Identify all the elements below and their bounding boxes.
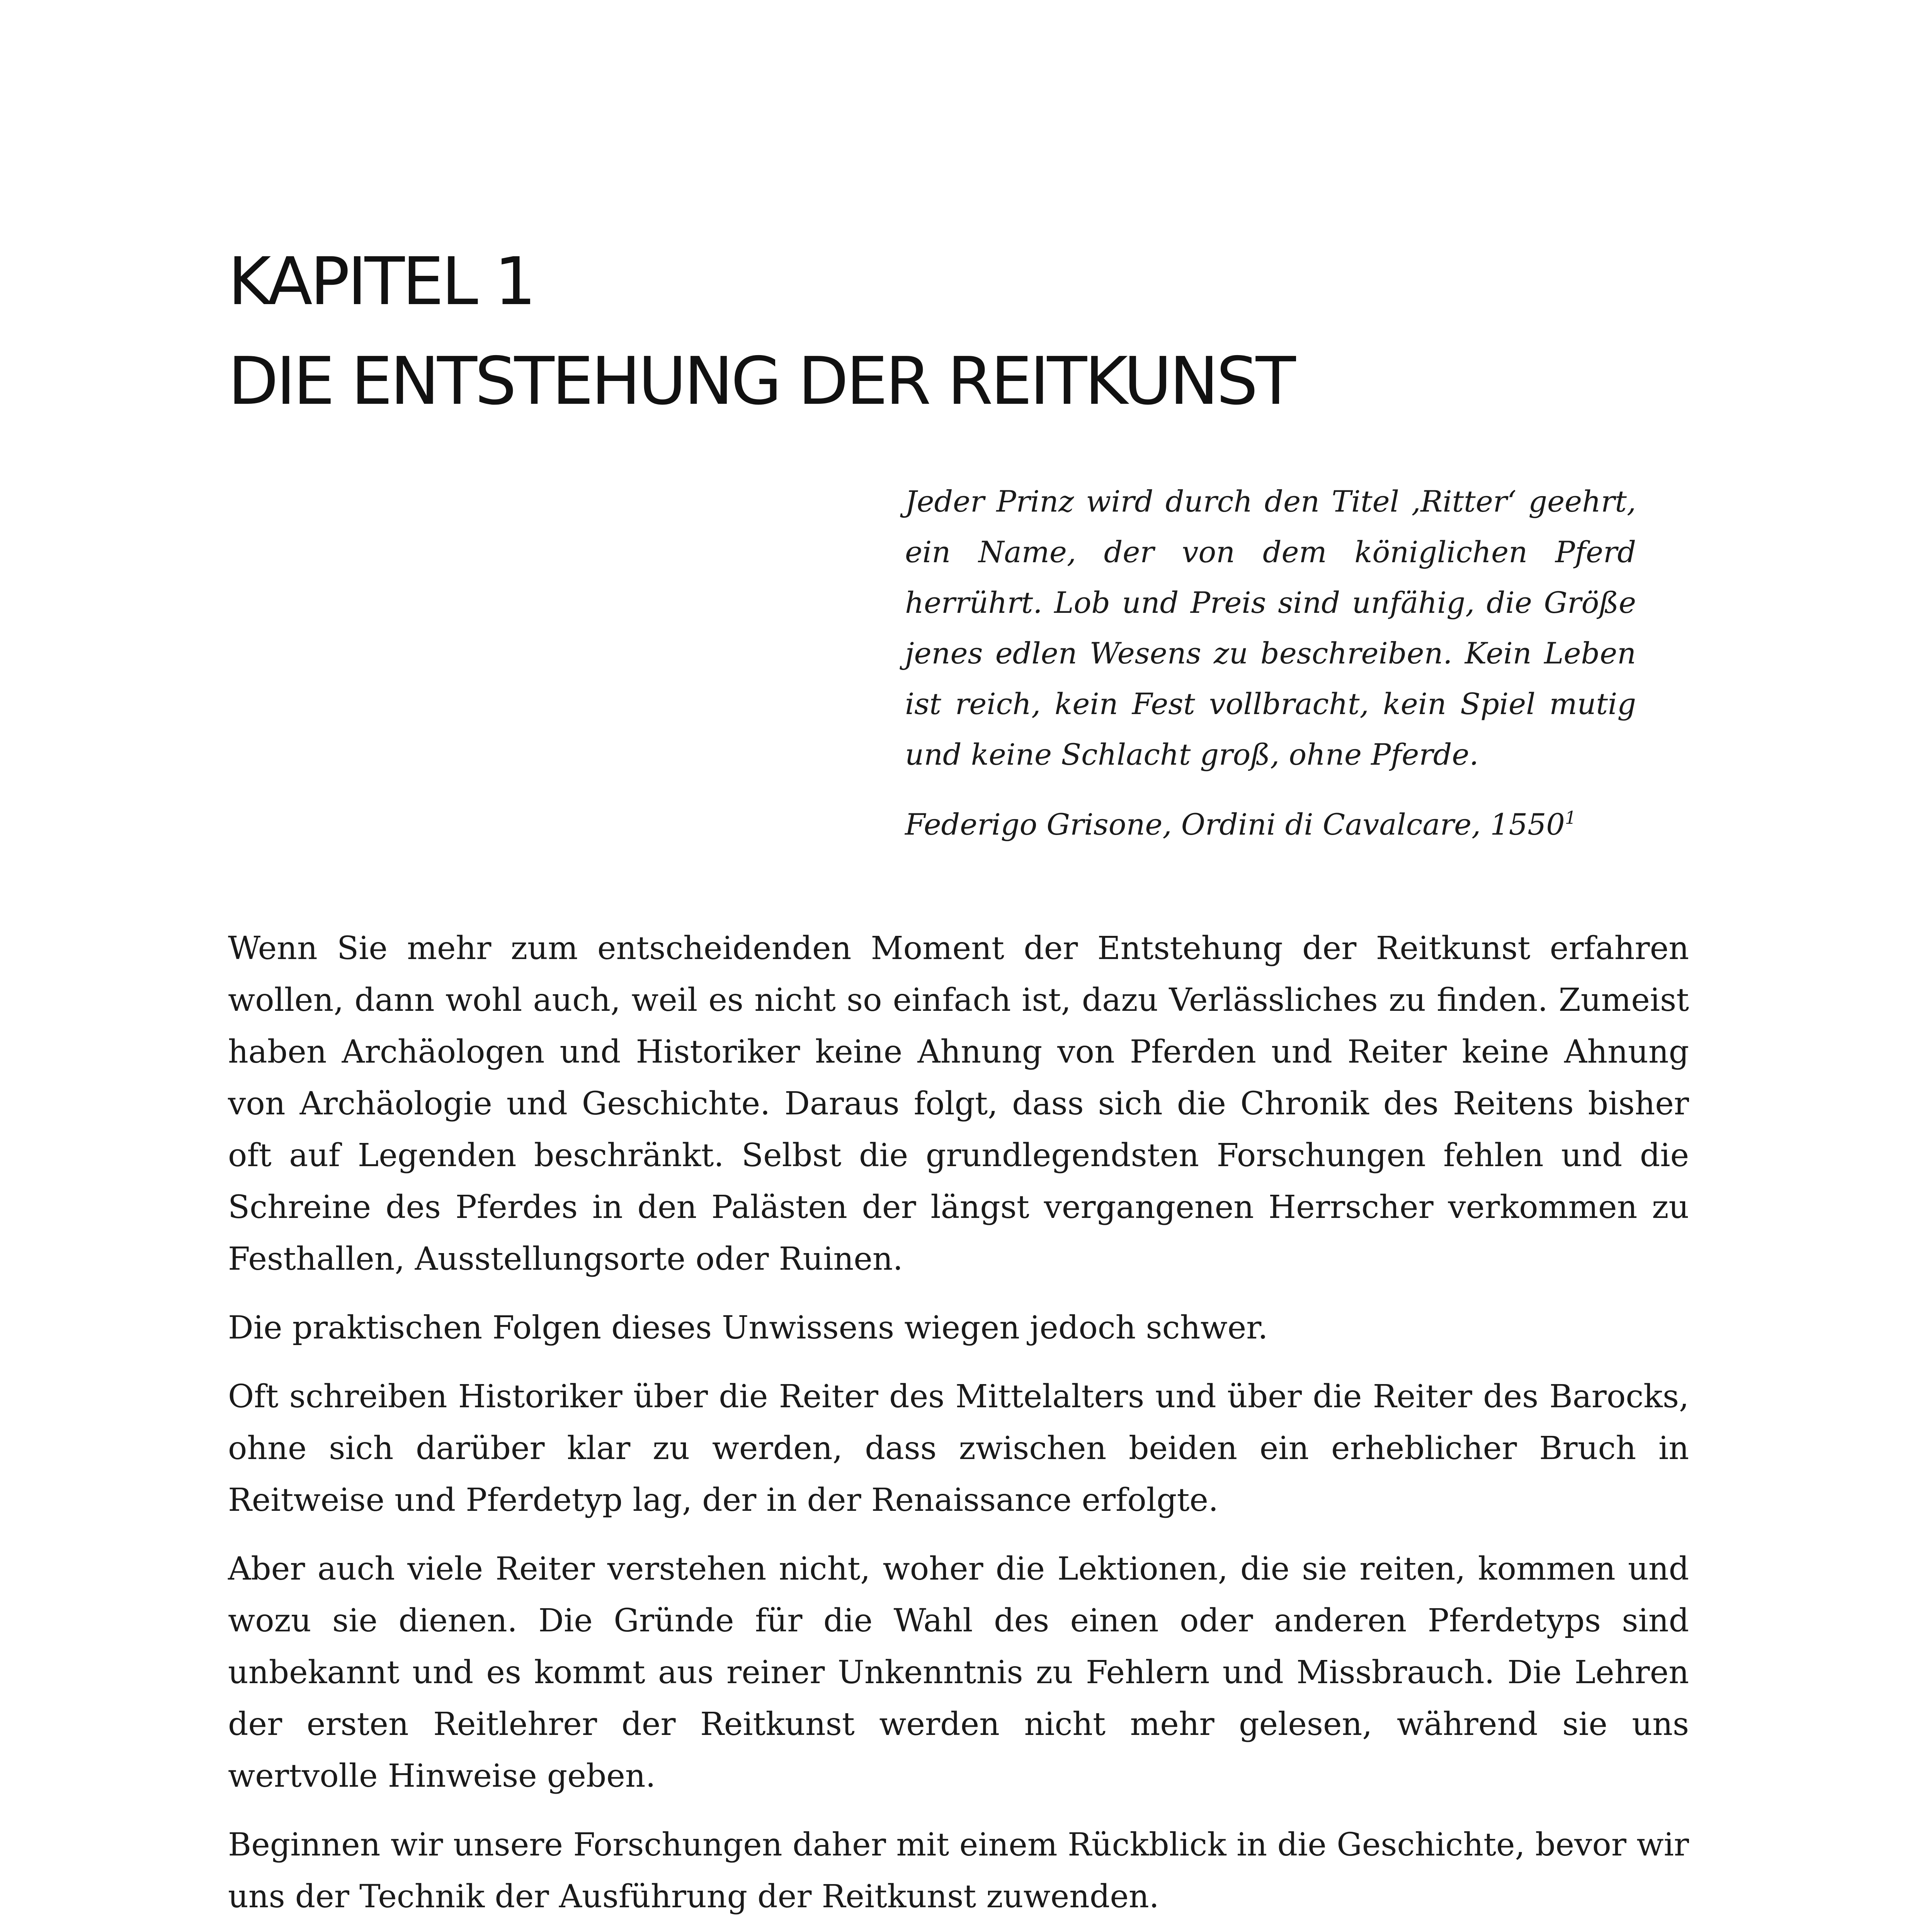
epigraph [905,476,1636,850]
paragraph-3: Oft schreiben Historiker über die Reiter des Mittelalters und über die Reiter des Barocks, ohne sich darüber klar zu werden, dass zwischen beiden ein erheblicher Bruch in Reitweise und Pferdetyp lag, der in der Renaissance erfolgte. [228,1378,1689,1519]
paragraph-1: Wenn Sie mehr zum entscheidenden Moment der Entstehung der Reitkunst erfahren wollen, dann wohl auch, weil es nicht so einfach ist, dazu Verlässliches zu finden. Zumeist haben Archäologen und Historiker keine Ahnung von Pferden und Reiter keine Ahnung von Archäologie und Geschichte. Daraus folgt, dass sich die Chronik des Reitens bisher oft auf Legenden beschränkt. Selbst die grundlegendsten Forschungen fehlen und die Schreine des Pferdes in den Palästen der längst vergangenen Herrscher verkommen zu Festhallen, Ausstellungsorte oder Ruinen. [228,930,1689,1277]
chapter-title: DIE ENTSTEHUNG DER REITKUNST [228,343,1294,420]
footnote-marker: 1 [1565,807,1577,828]
epigraph-quote: Jeder Prinz wird durch den Titel ‚Ritter‘ geehrt, ein Name, der von dem königlichen Pferd herrührt. Lob und Preis sind unfähig, die Größe jenes edlen Wesens zu beschreiben. Kein Leben ist reich, kein Fest vollbracht, kein Spiel mutig und keine Schlacht groß, ohne Pferde. [905,484,1636,772]
epigraph-source-text: Federigo Grisone, Ordini di Cavalcare, 1550 [905,807,1565,842]
chapter-heading [228,232,1696,431]
body-text [228,923,1689,1932]
epigraph-source [905,799,1636,850]
chapter-number: KAPITEL 1 [228,243,534,320]
paragraph-4: Aber auch viele Reiter verstehen nicht, woher die Lektionen, die sie reiten, kommen und wozu sie dienen. Die Gründe für die Wahl des einen oder anderen Pferdetyps sind unbekannt und es kommt aus reiner Unkenntnis zu Fehlern und Missbrauch. Die Lehren der ersten Reitlehrer der Reitkunst werden nicht mehr gelesen, während sie uns wertvolle Hinweise geben. [228,1551,1689,1794]
paragraph-5: Beginnen wir unsere Forschungen daher mit einem Rückblick in die Geschichte, bevor wir uns der Technik der Ausführung der Reitkunst zuwenden. [228,1827,1689,1915]
paragraph-2: Die praktischen Folgen dieses Unwissens wiegen jedoch schwer. [228,1310,1268,1346]
